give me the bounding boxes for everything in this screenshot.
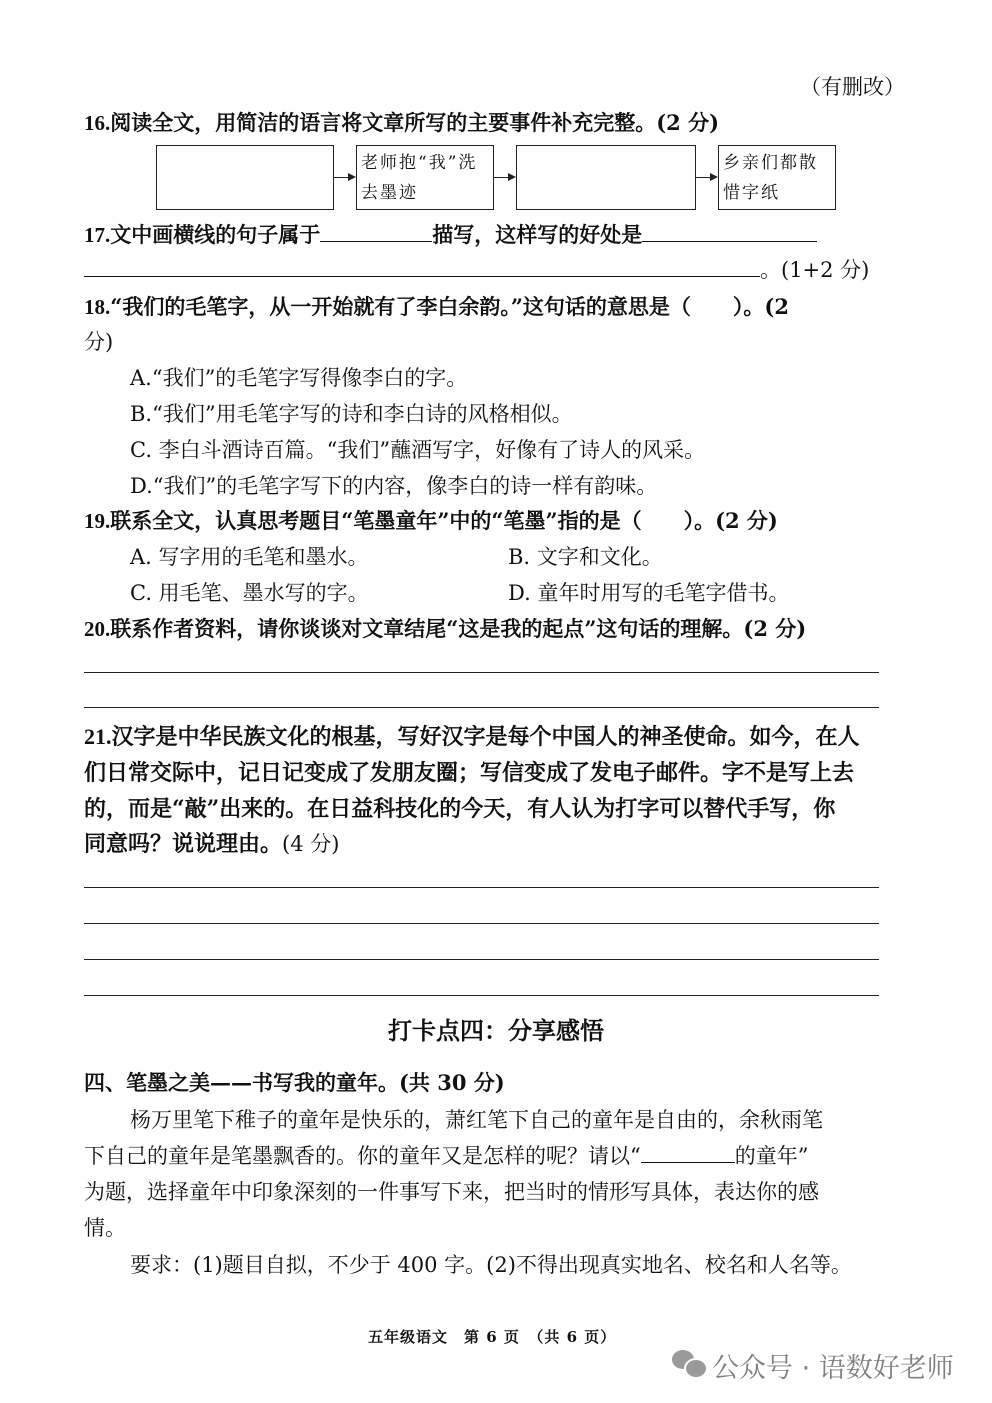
question-number: 16. [84, 111, 111, 135]
answer-line[interactable] [84, 707, 879, 708]
question-21-line1 [84, 722, 860, 752]
question-21-line4 [84, 829, 339, 859]
question-text: 阅读全文，用简洁的语言将文章所写的主要事件补充完整。(2 分) [110, 110, 720, 135]
arrow-icon [334, 177, 354, 178]
question-text-part2: 描写，这样写的好处是 [432, 222, 643, 247]
question-text: 联系作者资料，请你谈谈对文章结尾“这是我的起点”这句话的理解。(2 分) [110, 616, 807, 641]
part4-heading: 四、笔墨之美——书写我的童年。(共 30 分) [84, 1070, 505, 1095]
answer-line[interactable] [84, 923, 879, 924]
page-footer: 五年级语文 第 6 页 （共 6 页） [368, 1328, 617, 1346]
paragraph-text: 下自己的童年是笔墨飘香的。你的童年又是怎样的呢？请以“ [84, 1144, 641, 1168]
wechat-icon [672, 1348, 706, 1378]
question-number: 19. [84, 509, 111, 533]
question-score: 。(1+2 分) [760, 258, 870, 282]
question-text-part1: 文中画横线的句子属于 [110, 222, 321, 247]
answer-blank[interactable] [84, 256, 760, 277]
answer-line[interactable] [84, 672, 879, 673]
question-18 [84, 292, 789, 322]
question-19 [84, 506, 778, 536]
answer-blank[interactable] [320, 221, 432, 242]
flow-box-3-answer[interactable] [516, 145, 696, 210]
question-17-line2 [84, 255, 869, 285]
question-number: 20. [84, 617, 111, 641]
option-d[interactable]: D. 童年时用写的毛笔字借书。 [508, 581, 790, 605]
question-score: (4 分) [282, 832, 340, 856]
source-note: （有删改） [800, 75, 905, 99]
question-18-cont: 分) [84, 330, 114, 354]
option-b[interactable]: B.“我们”用毛笔字写的诗和李白诗的风格相似。 [130, 402, 573, 426]
question-20 [84, 614, 806, 644]
answer-line[interactable] [84, 887, 879, 888]
paragraph-line [84, 1141, 808, 1171]
paragraph-line: 为题，选择童年中印象深刻的一件事写下来，把当时的情形写具体，表达你的感 [84, 1180, 819, 1204]
question-21-line3: 的，而是“敲”出来的。在日益科技化的今天，有人认为打字可以替代手写，你 [84, 796, 836, 822]
flow-box-4 [718, 145, 836, 210]
question-text: 汉字是中华民族文化的根基，写好汉字是每个中国人的神圣使命。如今，在人 [111, 724, 860, 750]
paragraph-line: 杨万里笔下稚子的童年是快乐的，萧红笔下自己的童年是自由的，余秋雨笔 [130, 1108, 823, 1132]
option-a[interactable]: A. 写字用的毛笔和墨水。 [130, 545, 369, 569]
question-number: 21. [84, 724, 112, 749]
question-21-line2: 们日常交际中，记日记变成了发朋友圈；写信变成了发电子邮件。字不是写上去 [84, 760, 855, 786]
paragraph-text: 的童年” [734, 1144, 809, 1168]
answer-blank[interactable] [642, 221, 817, 242]
option-a[interactable]: A.“我们”的毛笔字写得像李白的字。 [130, 366, 468, 390]
question-text: 联系全文，认真思考题目“笔墨童年”中的“笔墨”指的是（ ）。(2 分) [110, 508, 778, 533]
requirement-text: 要求：(1)题目自拟，不少于 400 字。(2)不得出现真实地名、校名和人名等。 [130, 1253, 852, 1277]
arrow-icon [696, 177, 716, 178]
question-number: 17. [84, 223, 111, 247]
question-text: 同意吗？说说理由。 [84, 831, 283, 857]
option-b[interactable]: B. 文字和文化。 [508, 545, 663, 569]
question-number: 18. [84, 295, 111, 319]
flow-box-text: 乡亲们都散惜字纸 [723, 153, 818, 203]
question-17 [84, 220, 817, 250]
option-c[interactable]: C. 李白斗酒诗百篇。“我们”蘸酒写字，好像有了诗人的风采。 [130, 438, 706, 462]
arrow-icon [494, 177, 514, 178]
option-d[interactable]: D.“我们”的毛笔字写下的内容，像李白的诗一样有韵味。 [130, 474, 658, 498]
paragraph-line: 情。 [84, 1216, 126, 1240]
section-title: 打卡点四：分享感悟 [388, 1016, 604, 1045]
question-text: “我们的毛笔字，从一开始就有了李白余韵。”这句话的意思是（ ）。(2 [110, 294, 789, 319]
flow-box-text: 老师抱“我”洗去墨迹 [361, 153, 478, 203]
option-c[interactable]: C. 用毛笔、墨水写的字。 [130, 581, 369, 605]
answer-line[interactable] [84, 995, 879, 996]
flow-box-2 [356, 145, 494, 210]
title-blank[interactable] [641, 1142, 735, 1163]
watermark-text: 公众号 · 语数好老师 [712, 1353, 954, 1384]
answer-line[interactable] [84, 959, 879, 960]
question-16 [84, 108, 719, 138]
flow-box-1-answer[interactable] [156, 145, 334, 210]
